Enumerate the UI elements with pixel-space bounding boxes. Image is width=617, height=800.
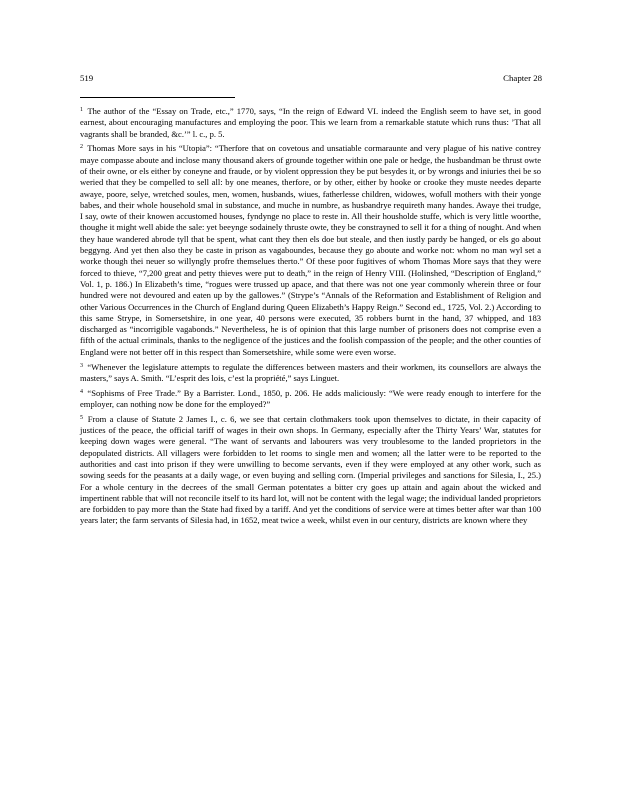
page-number: 519: [80, 73, 94, 83]
footnote-marker: 1: [80, 107, 83, 113]
footnote: [80, 362, 541, 385]
footnote-text: Thomas More says in his “Utopia”: “Therfore that on covetous and unsatiable cormaraunte and very plague of his native contrey maye compasse aboute and inclose many thousand akers of grounde together within one pale or hedge, the husbandman be thrust owte of their owne, or els either by coneyne and fraude, or by violent oppression they be put besydes it, or by wrongs and iniuries thei be so weried that they be compelled to sell all: by one meanes, therfore, or by other, either by hooke or crooke they muste needes departe awaye, poore, selye, wretched soules, men, women, husbands, wiues, fatherlesse children, widowes, wofull mothers with their yonge babes, and their whole household smal in substance, and muche in numbre, as husbandrye requireth many handes. Awaye thei trudge, I say, owte of their knowen accustomed houses, fyndynge no place to reste in. All their housholde stuffe, which is very little woorthe, thoughe it might well abide the sale: yet beeynge sodainely thruste owte, they be constrayned to sell it for a thing of nought. And when they haue wandered abrode tyll that be spent, what cant they then els doe but steale, and then iustly pardy be hanged, or els go about beggyng. And yet then also they be caste in prison as vagaboundes, because they go aboute and worke not: whom no man wyl set a worke though thei neuer so willyngly profre themselues therto.” Of these poor fugitives of whom Thomas More says that they were forced to thieve, “7,200 great and petty thieves were put to death,” in the reign of Henry VIII. (Holinshed, “Description of England,” Vol. 1, p. 186.) In Elizabeth’s time, “rogues were trussed up apace, and that there was not one year commonly wherein three or four hundred were not devoured and eaten up by the gallowes.” (Strype’s “Annals of the Reformation and Establishment of Religion and other Various Occurrences in the Church of England during Queen Elizabeth’s Happy Reign.” Second ed., 1725, Vol. 2.) According to this same Strype, in Somersetshire, in one year, 40 persons were executed, 35 robbers burnt in the hand, 37 whipped, and 183 discharged as “incorrigible vagabonds.” Nevertheless, he is of opinion that this large number of prisoners does not comprise even a fifth of the actual criminals, thanks to the negligence of the justices and the foolish compassion of the people; and the other counties of England were not better off in this respect than Somersetshire, while some were even worse.: [80, 143, 541, 357]
footnotes: [80, 106, 541, 530]
footnote: [80, 143, 541, 358]
footnote: [80, 388, 541, 411]
chapter-title: Chapter 28: [503, 73, 542, 83]
footnote-text: From a clause of Statute 2 James I., c. 6, we see that certain clothmakers took upon themselves to dictate, in their capacity of justices of the peace, the official tariff of wages in their own shops. In Germany, especially after the Thirty Years’ War, statutes for keeping down wages were general. “The want of servants and labourers was very troublesome to the landed proprietors in the depopulated districts. All villagers were forbidden to let rooms to single men and women; all the latter were to be reported to the authorities and cast into prison if they were unwilling to become servants, even if they were employed at any other work, such as sowing seeds for the peasants at a daily wage, or even buying and selling corn. (Imperial privileges and sanctions for Silesia, I., 25.) For a whole century in the decrees of the small German potentates a bitter cry goes up attain and again about the wicked and impertinent rabble that will not reconcile itself to its hard lot, will not be content with the legal wage; the individual landed proprietors are forbidden to pay more than the State had fixed by a tariff. And yet the conditions of service were at times better after war than 100 years later; the farm servants of Silesia had, in 1652, meat twice a week, whilst even in our century, districts are known where they: [80, 413, 541, 526]
footnote-text: “Whenever the legislature attempts to regulate the differences between masters and their workmen, its counsellors are always the masters,” says A. Smith. “L’esprit des lois, c’est la propriété,” says Linguet.: [80, 361, 542, 383]
footnote-marker: 3: [80, 362, 83, 369]
footnote: [80, 414, 541, 527]
footnote-marker: 4: [80, 388, 83, 395]
footnote-marker: 2: [80, 144, 83, 151]
footnote-marker: 5: [80, 414, 83, 421]
footnote-separator: [80, 97, 235, 98]
footnote-text: “Sophisms of Free Trade.” By a Barrister. Lond., 1850, p. 206. He adds maliciously: “We were ready enough to interfere for the employer, can nothing now be done for the employed?”: [80, 387, 541, 409]
footnote: [80, 106, 541, 140]
footnote-text: The author of the “Essay on Trade, etc.,” 1770, says, “In the reign of Edward VI. indeed the English seem to have set, in good earnest, about encouraging manufactures and employing the poor. This we learn from a remarkable statute which runs thus: ’That all vagrants shall be branded, &c.’” l. c., p. 5.: [80, 106, 541, 139]
